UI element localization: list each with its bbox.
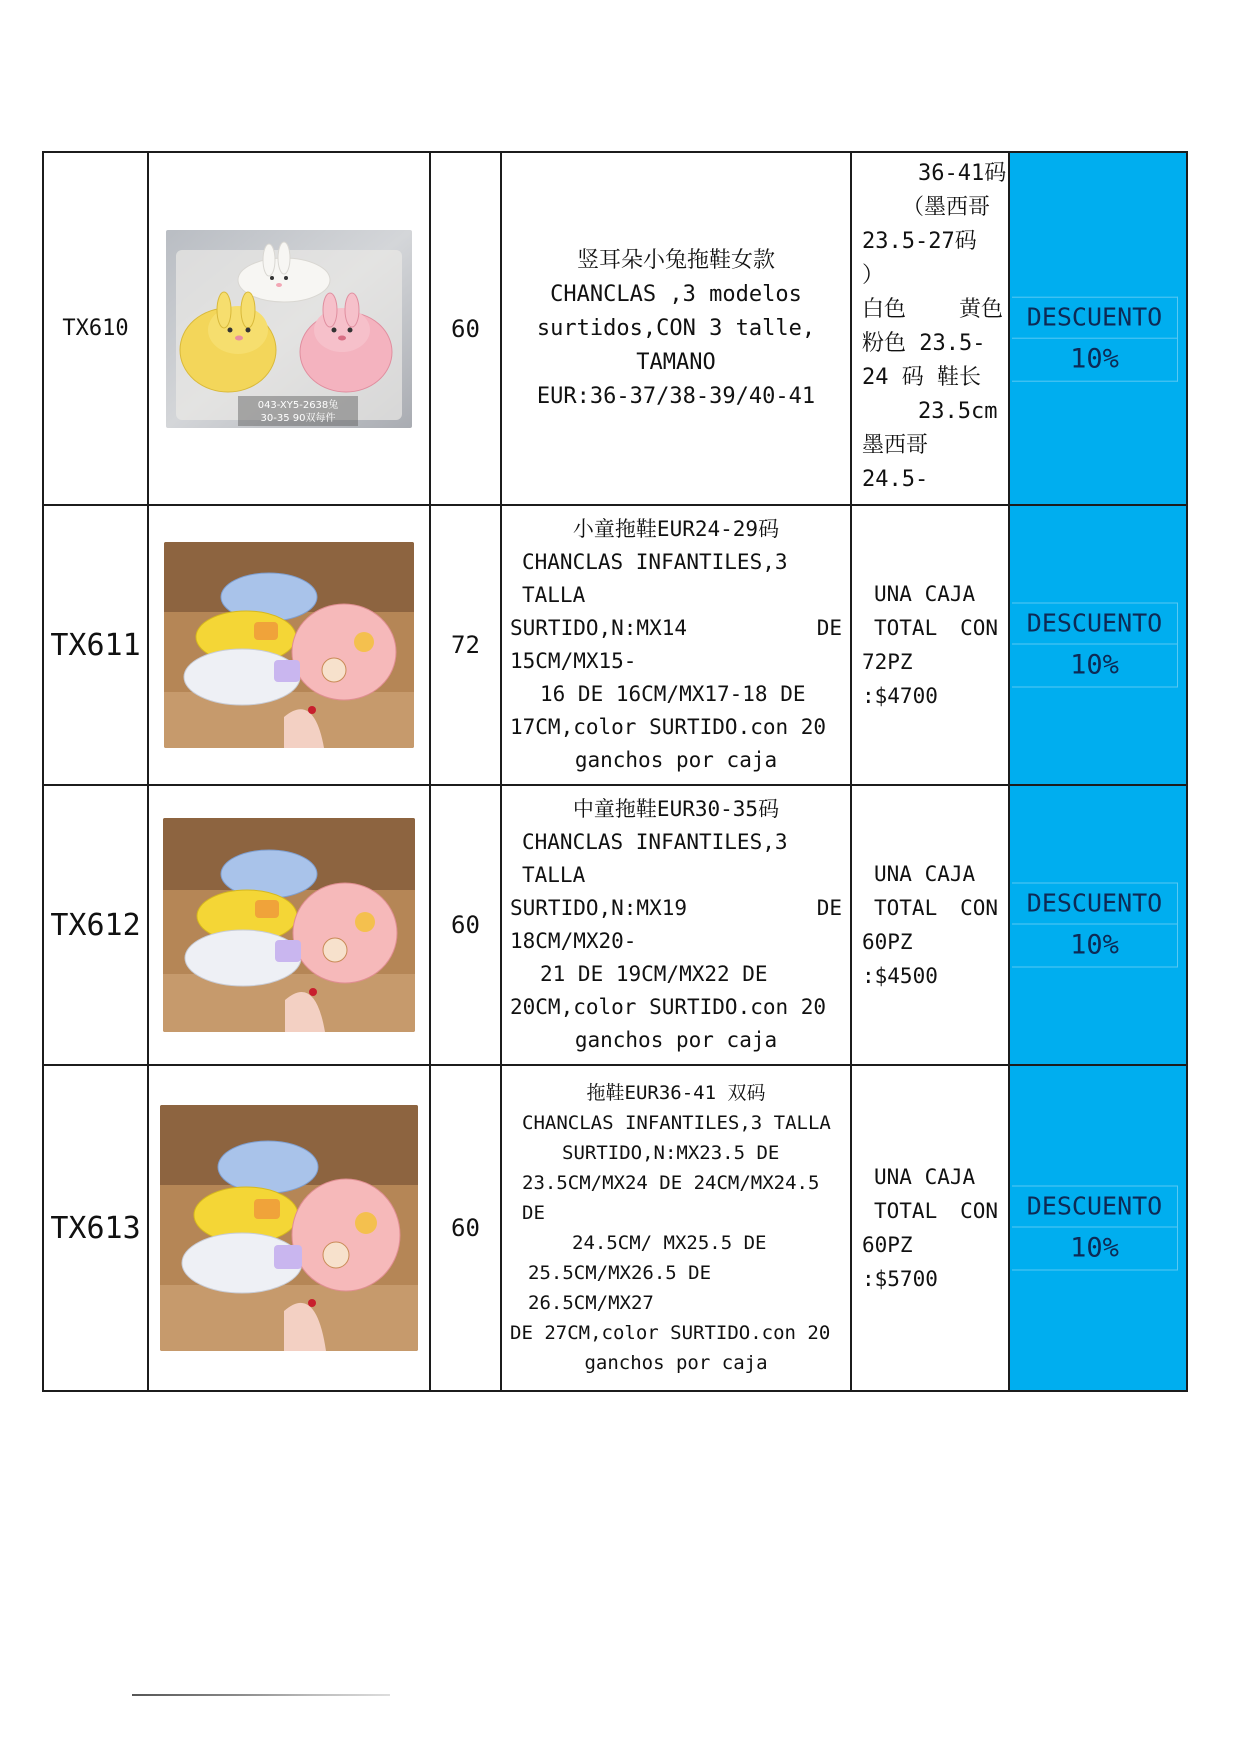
desc-line: DE [522,1202,545,1224]
price-text: CON [960,896,998,920]
desc-line: 小童拖鞋EUR24-29码 [572,517,780,541]
product-image-cell [148,1065,430,1391]
price-line: :$4500 [862,964,938,988]
price-line [862,1194,998,1228]
discount-percent: 10% [1070,929,1119,961]
price-line: :$4700 [862,684,938,708]
discount-cell [1009,785,1187,1065]
desc-line: 15CM/MX15- [510,649,637,673]
product-qty: 72 [430,505,501,785]
price-line: 36-41码 [918,161,1007,186]
desc-line: 20CM,color SURTIDO.con 20 [510,995,827,1019]
price-line: 24 码 鞋长 [862,365,981,390]
product-image-cell [148,505,430,785]
product-code: TX610 [43,152,148,505]
price-line: 72PZ [862,650,913,674]
price-line: ） [862,263,885,288]
price-line: （墨西哥 [902,195,991,220]
product-image-cell [148,785,430,1065]
product-price [851,152,1009,505]
price-line: 60PZ [862,1233,913,1257]
bunny-slippers-photo [166,230,412,428]
desc-line [510,612,842,645]
discount-badge [1012,883,1178,968]
product-qty: 60 [430,152,501,505]
price-line: 24.5- [862,467,929,492]
product-table [42,151,1188,1392]
price-line: UNA CAJA [874,862,976,886]
table-row [43,505,1187,785]
price-line: 60PZ [862,930,913,954]
desc-line: TALLA [522,863,586,887]
desc-line: 23.5CM/MX24 DE 24CM/MX24.5 [522,1172,820,1194]
product-code: TX611 [43,505,148,785]
product-description [501,152,851,505]
desc-line: CHANCLAS ,3 modelos [550,281,802,307]
desc-line: ganchos por caja [574,748,778,772]
product-price [851,1065,1009,1391]
price-line: 粉色 23.5- [862,331,986,356]
product-code: TX613 [43,1065,148,1391]
desc-line: 中童拖鞋EUR30-35码 [572,797,780,821]
desc-line: DE 27CM,color SURTIDO.con 20 [510,1322,831,1344]
desc-line: CHANCLAS INFANTILES,3 TALLA [522,1112,831,1134]
desc-line: surtidos,CON 3 talle, [536,315,816,341]
desc-line: CHANCLAS INFANTILES,3 [522,550,788,574]
desc-line [510,892,842,925]
product-qty: 60 [430,1065,501,1391]
discount-percent: 10% [1070,649,1119,681]
desc-line: ganchos por caja [574,1028,778,1052]
discount-percent: 10% [1070,343,1119,375]
kids-slippers-photo [164,542,414,748]
desc-line: EUR:36-37/38-39/40-41 [536,383,816,409]
discount-badge [1012,296,1178,381]
desc-line: 25.5CM/MX26.5 DE [528,1262,712,1284]
photo-caption-1: 043-XY5-2638兔 [257,399,339,411]
kids-slippers-photo [163,818,415,1032]
price-line: 23.5cm [918,399,998,424]
price-text: TOTAL [874,1199,938,1223]
discount-cell [1009,505,1187,785]
desc-line: 24.5CM/ MX25.5 DE [572,1232,767,1254]
desc-line: CHANCLAS INFANTILES,3 [522,830,788,854]
price-line: 23.5-27码 [862,229,977,254]
product-description [501,505,851,785]
price-line: UNA CAJA [874,1165,976,1189]
desc-line: 26.5CM/MX27 [528,1292,654,1314]
table-row [43,785,1187,1065]
desc-line: 21 DE 19CM/MX22 DE [540,962,768,986]
discount-cell [1009,152,1187,505]
price-line: 白色 黄色 [862,297,1003,322]
discount-badge [1012,603,1178,688]
product-code: TX612 [43,785,148,1065]
discount-word: DESCUENTO [1012,884,1177,925]
desc-line: 17CM,color SURTIDO.con 20 [510,715,827,739]
discount-word: DESCUENTO [1012,297,1177,338]
price-line: :$5700 [862,1267,938,1291]
desc-line: 16 DE 16CM/MX17-18 DE [540,682,806,706]
price-line [862,891,998,925]
price-line: 墨西哥 [862,433,929,458]
desc-line: 18CM/MX20- [510,929,637,953]
desc-line: SURTIDO,N:MX23.5 DE [562,1142,780,1164]
price-text: CON [960,616,998,640]
desc-line: TALLA [522,583,586,607]
price-line [862,611,998,645]
discount-badge [1012,1186,1178,1271]
desc-text: DE [816,616,842,640]
product-description [501,1065,851,1391]
discount-percent: 10% [1070,1232,1119,1264]
photo-caption-2: 30-35 90双每件 [260,412,336,424]
table-row [43,152,1187,505]
product-qty: 60 [430,785,501,1065]
table-row [43,1065,1187,1391]
discount-word: DESCUENTO [1012,1187,1177,1228]
discount-word: DESCUENTO [1012,604,1177,645]
desc-text: DE [816,896,842,920]
desc-text: SURTIDO,N:MX19 [510,896,688,920]
page-bottom-line [132,1694,390,1696]
desc-line: 竖耳朵小兔拖鞋女款 [576,247,775,273]
price-text: TOTAL [874,616,938,640]
desc-line: 拖鞋EUR36-41 双码 [586,1082,766,1104]
product-image-cell [148,152,430,505]
desc-line: TAMANO [636,349,716,375]
product-description [501,785,851,1065]
price-text: TOTAL [874,896,938,920]
price-text: CON [960,1199,998,1223]
kids-slippers-photo [160,1105,418,1351]
price-line: UNA CAJA [874,582,976,606]
product-price [851,785,1009,1065]
desc-line: ganchos por caja [584,1352,768,1374]
desc-text: SURTIDO,N:MX14 [510,616,688,640]
discount-cell [1009,1065,1187,1391]
product-price [851,505,1009,785]
